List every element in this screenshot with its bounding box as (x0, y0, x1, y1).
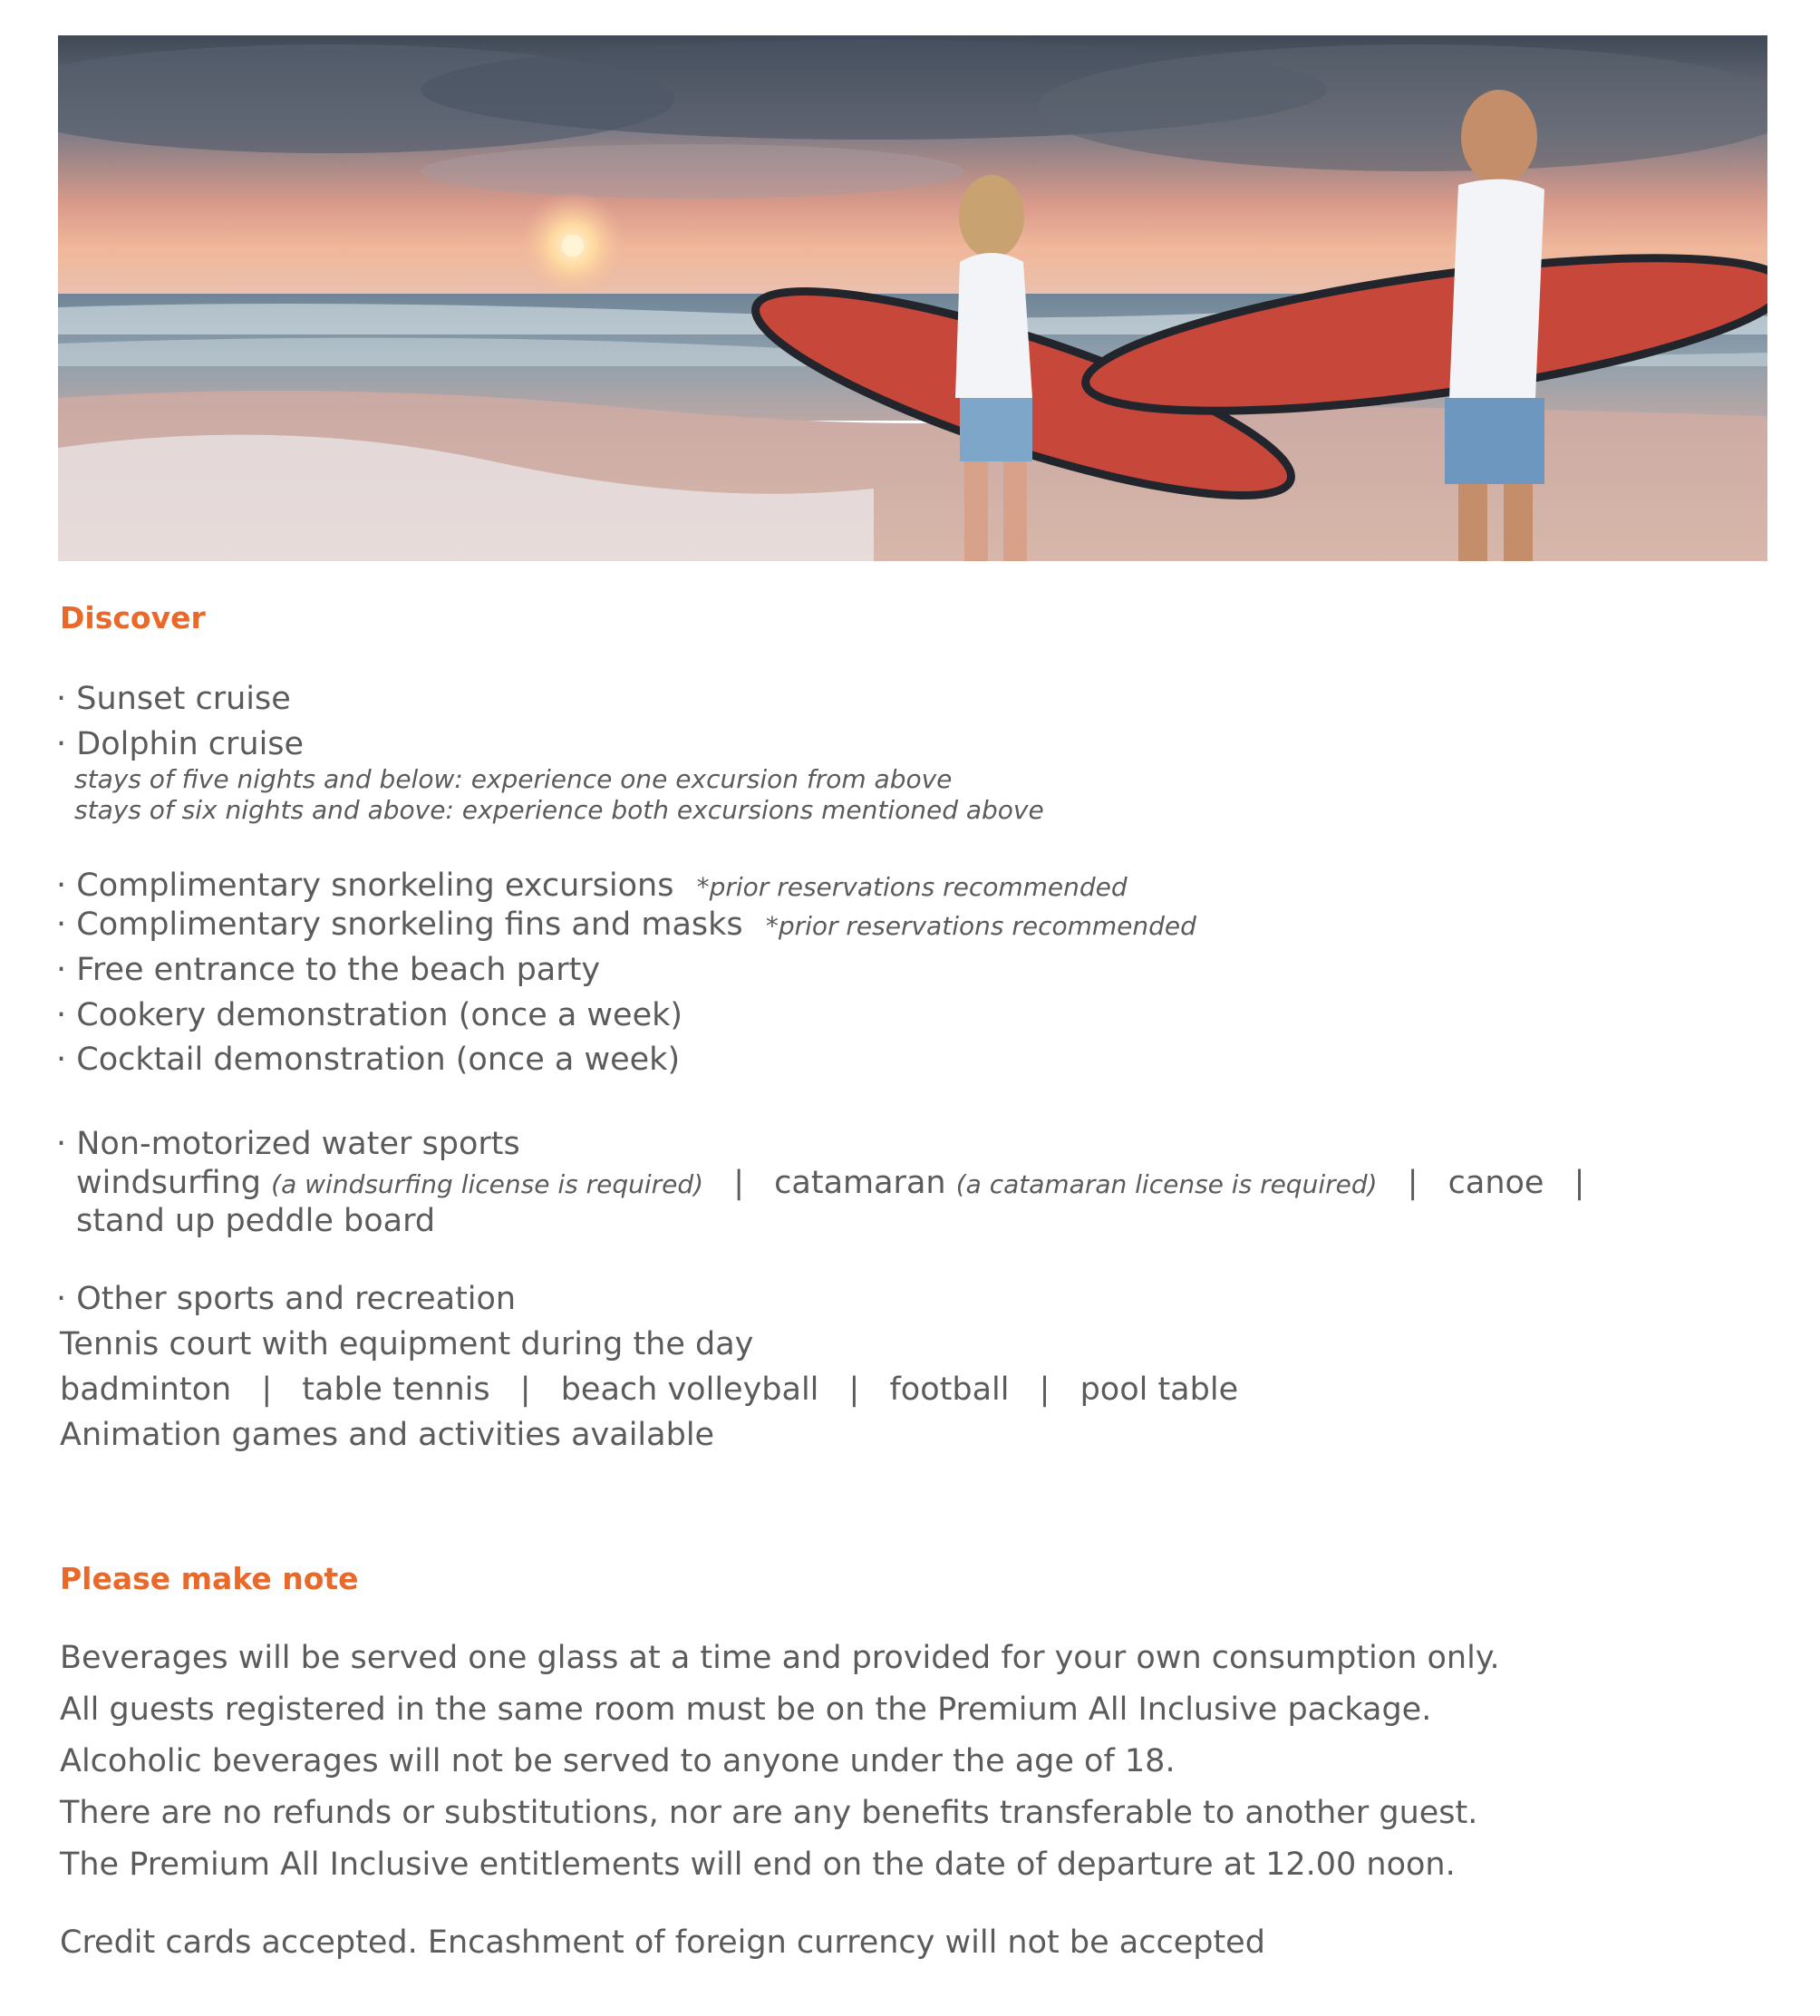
windsurfing-note: (a windsurfing license is required) (271, 1169, 704, 1199)
other-sports-title: · Other sports and recreation (56, 1281, 517, 1317)
tennis-court: Tennis court with equipment during the day (60, 1326, 754, 1362)
separator: | (848, 1371, 860, 1408)
canoe: canoe (1447, 1165, 1544, 1201)
notes-heading: Please make note (60, 1561, 359, 1596)
separator: | (519, 1371, 531, 1408)
activity-snorkeling-fins (56, 906, 1196, 943)
sport-pool-table: pool table (1079, 1371, 1239, 1408)
animation-activities: Animation games and activities available (60, 1417, 715, 1453)
sports-list (60, 1371, 1239, 1408)
separator: | (1039, 1371, 1050, 1408)
note-line: There are no refunds or substitutions, nor are any benefits transferable to another guest. (60, 1795, 1478, 1831)
note-line: All guests registered in the same room must be on the Premium All Inclusive package. (60, 1691, 1432, 1728)
cruise-note-short-stay: stays of five nights and below: experience one excursion from above (74, 764, 953, 794)
separator: | (261, 1371, 273, 1408)
separator: | (1573, 1165, 1585, 1201)
beach-surfers-photo (58, 35, 1767, 561)
sport-badminton: badminton (60, 1371, 232, 1408)
note-line: The Premium All Inclusive entitlements will end on the date of departure at 12.00 noon. (60, 1846, 1456, 1883)
cruise-sunset: · Sunset cruise (56, 681, 291, 717)
separator: | (1407, 1165, 1418, 1201)
activity-beach-party: · Free entrance to the beach party (56, 952, 601, 988)
note-line: Beverages will be served one glass at a time and provided for your own consumption only. (60, 1640, 1500, 1676)
activity-label: · Complimentary snorkeling excursions (56, 867, 674, 904)
payment-note: Credit cards accepted. Encashment of foreign currency will not be accepted (60, 1924, 1265, 1961)
sport-football: football (889, 1371, 1010, 1408)
paddle-board: stand up peddle board (76, 1203, 436, 1239)
activity-snorkeling-excursions (56, 867, 1128, 904)
discover-heading: Discover (60, 600, 206, 635)
activity-note: *prior reservations recommended (696, 872, 1128, 902)
activity-cookery: · Cookery demonstration (once a week) (56, 997, 683, 1033)
hero-image (58, 35, 1767, 561)
sport-table-tennis: table tennis (302, 1371, 490, 1408)
activity-note: *prior reservations recommended (765, 911, 1196, 941)
water-sports-list (76, 1165, 1604, 1201)
separator: | (733, 1165, 745, 1201)
windsurfing: windsurfing (76, 1165, 262, 1201)
note-line: Alcoholic beverages will not be served to anyone under the age of 18. (60, 1743, 1176, 1779)
catamaran: catamaran (774, 1165, 946, 1201)
cruise-dolphin: · Dolphin cruise (56, 726, 305, 762)
cruise-note-long-stay: stays of six nights and above: experience both excursions mentioned above (74, 795, 1044, 825)
sport-beach-volleyball: beach volleyball (560, 1371, 819, 1408)
activity-cocktail: · Cocktail demonstration (once a week) (56, 1042, 681, 1078)
activity-label: · Complimentary snorkeling fins and masks (56, 906, 743, 943)
catamaran-note: (a catamaran license is required) (955, 1169, 1378, 1199)
water-sports-title: · Non-motorized water sports (56, 1126, 520, 1162)
